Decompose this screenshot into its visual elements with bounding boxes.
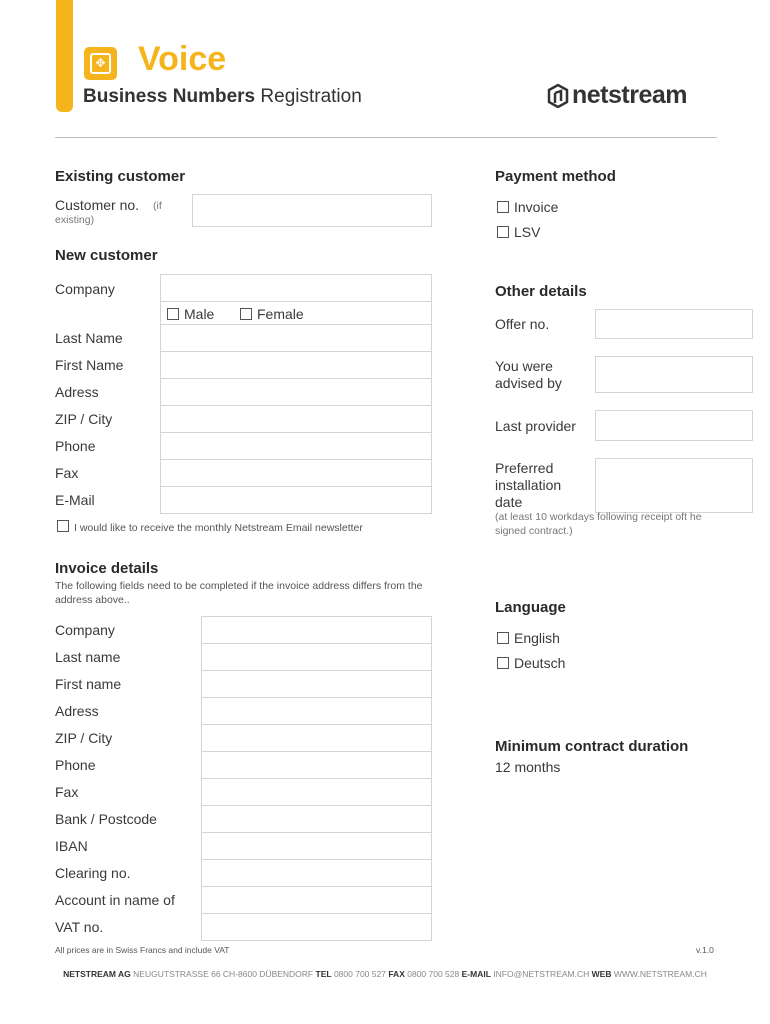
english-checkbox[interactable] [497, 632, 509, 644]
invoice-zip-city-field[interactable] [201, 724, 432, 752]
new-customer-heading: New customer [55, 247, 158, 264]
prices-note: All prices are in Swiss Francs and include VAT [55, 945, 230, 955]
invoice-company-field[interactable] [201, 616, 432, 644]
header-divider [55, 137, 717, 138]
bank-postcode-label: Bank / Postcode [55, 811, 157, 827]
first-name-field[interactable] [160, 351, 432, 379]
form-subtitle: Business Numbers Registration [83, 86, 362, 107]
other-details-heading: Other details [495, 283, 587, 300]
language-deutsch-option[interactable]: Deutsch [497, 655, 565, 671]
footer-web-label: WEB [591, 969, 612, 979]
footer-web: WWW.NETSTREAM.CH [613, 969, 707, 979]
deutsch-checkbox[interactable] [497, 657, 509, 669]
address-field[interactable] [160, 378, 432, 406]
existing-customer-heading: Existing customer [55, 168, 186, 185]
payment-method-heading: Payment method [495, 168, 616, 185]
invoice-last-name-label: Last name [55, 649, 121, 665]
fax-label: Fax [55, 465, 79, 481]
invoice-checkbox[interactable] [497, 201, 509, 213]
footer-email: INFO@NETSTREAM.CH [493, 969, 590, 979]
vat-no-label: VAT no. [55, 919, 104, 935]
customer-no-hint: (if existing) [55, 200, 162, 226]
invoice-fax-field[interactable] [201, 778, 432, 806]
footer-fax: 0800 700 528 [407, 969, 460, 979]
footer-tel: 0800 700 527 [333, 969, 386, 979]
language-heading: Language [495, 599, 566, 616]
clearing-no-field[interactable] [201, 859, 432, 887]
payment-lsv-option[interactable]: LSV [497, 224, 540, 240]
bank-postcode-field[interactable] [201, 805, 432, 833]
product-title: Voice [138, 40, 227, 78]
invoice-fax-label: Fax [55, 784, 79, 800]
iban-label: IBAN [55, 838, 88, 854]
brand-name: netstream [572, 80, 687, 109]
fax-field[interactable] [160, 459, 432, 487]
installation-date-note: (at least 10 workdays following receipt oft he signed contract.) [495, 511, 702, 537]
invoice-details-note: The following fields need to be completed if the invoice address differs from the address above.. [55, 580, 423, 606]
last-provider-label: Last provider [495, 418, 576, 434]
invoice-address-label: Adress [55, 703, 99, 719]
vat-no-field[interactable] [201, 913, 432, 941]
footer-address: NEUGUTSTRASSE 66 CH-8600 DÜBENDORF [133, 969, 314, 979]
footer-company: NETSTREAM AG [63, 969, 131, 979]
male-option[interactable]: Male [167, 306, 214, 322]
installation-date-field[interactable] [595, 458, 753, 513]
phone-field[interactable] [160, 432, 432, 460]
iban-field[interactable] [201, 832, 432, 860]
invoice-address-field[interactable] [201, 697, 432, 725]
company-label: Company [55, 281, 115, 297]
zip-city-field[interactable] [160, 405, 432, 433]
invoice-company-label: Company [55, 622, 115, 638]
version-label: v.1.0 [696, 945, 714, 955]
invoice-details-heading: Invoice details [55, 560, 159, 577]
footer-email-label: E-MAIL [461, 969, 491, 979]
advised-by-field[interactable] [595, 356, 753, 393]
footer-fax-label: FAX [388, 969, 405, 979]
invoice-phone-field[interactable] [201, 751, 432, 779]
last-provider-field[interactable] [595, 410, 753, 441]
footer-contact [0, 969, 770, 979]
first-name-label: First Name [55, 357, 124, 373]
invoice-first-name-field[interactable] [201, 670, 432, 698]
newsletter-option[interactable]: I would like to receive the monthly Netstream Email newsletter [57, 520, 363, 534]
contract-duration-value: 12 months [495, 759, 561, 775]
last-name-field[interactable] [160, 324, 432, 352]
address-label: Adress [55, 384, 99, 400]
account-holder-field[interactable] [201, 886, 432, 914]
clearing-no-label: Clearing no. [55, 865, 131, 881]
invoice-last-name-field[interactable] [201, 643, 432, 671]
newsletter-checkbox[interactable] [57, 520, 69, 532]
footer-tel-label: TEL [315, 969, 332, 979]
payment-invoice-option[interactable]: Invoice [497, 199, 558, 215]
language-english-option[interactable]: English [497, 630, 560, 646]
offer-no-label: Offer no. [495, 316, 550, 332]
last-name-label: Last Name [55, 330, 123, 346]
phone-label: Phone [55, 438, 96, 454]
email-label: E-Mail [55, 492, 95, 508]
customer-no-field[interactable] [192, 194, 432, 227]
netstream-logo [546, 80, 687, 110]
invoice-phone-label: Phone [55, 757, 96, 773]
netstream-mark-icon [546, 82, 570, 108]
account-holder-label: Account in name of [55, 892, 175, 908]
advised-by-label: You were advised by [495, 358, 562, 391]
customer-no-label: Customer no. [55, 197, 140, 213]
zip-city-label: ZIP / City [55, 411, 113, 427]
salutation-row [160, 300, 432, 325]
female-option[interactable]: Female [240, 306, 304, 322]
lsv-checkbox[interactable] [497, 226, 509, 238]
invoice-zip-city-label: ZIP / City [55, 730, 113, 746]
contract-duration-heading: Minimum contract duration [495, 738, 689, 755]
email-field[interactable] [160, 486, 432, 514]
offer-no-field[interactable] [595, 309, 753, 339]
voice-logo-icon: ✥ [84, 47, 117, 80]
invoice-first-name-label: First name [55, 676, 122, 692]
company-field[interactable] [160, 274, 432, 302]
installation-date-label: Preferred installation date [495, 460, 562, 510]
accent-bar [56, 0, 73, 112]
